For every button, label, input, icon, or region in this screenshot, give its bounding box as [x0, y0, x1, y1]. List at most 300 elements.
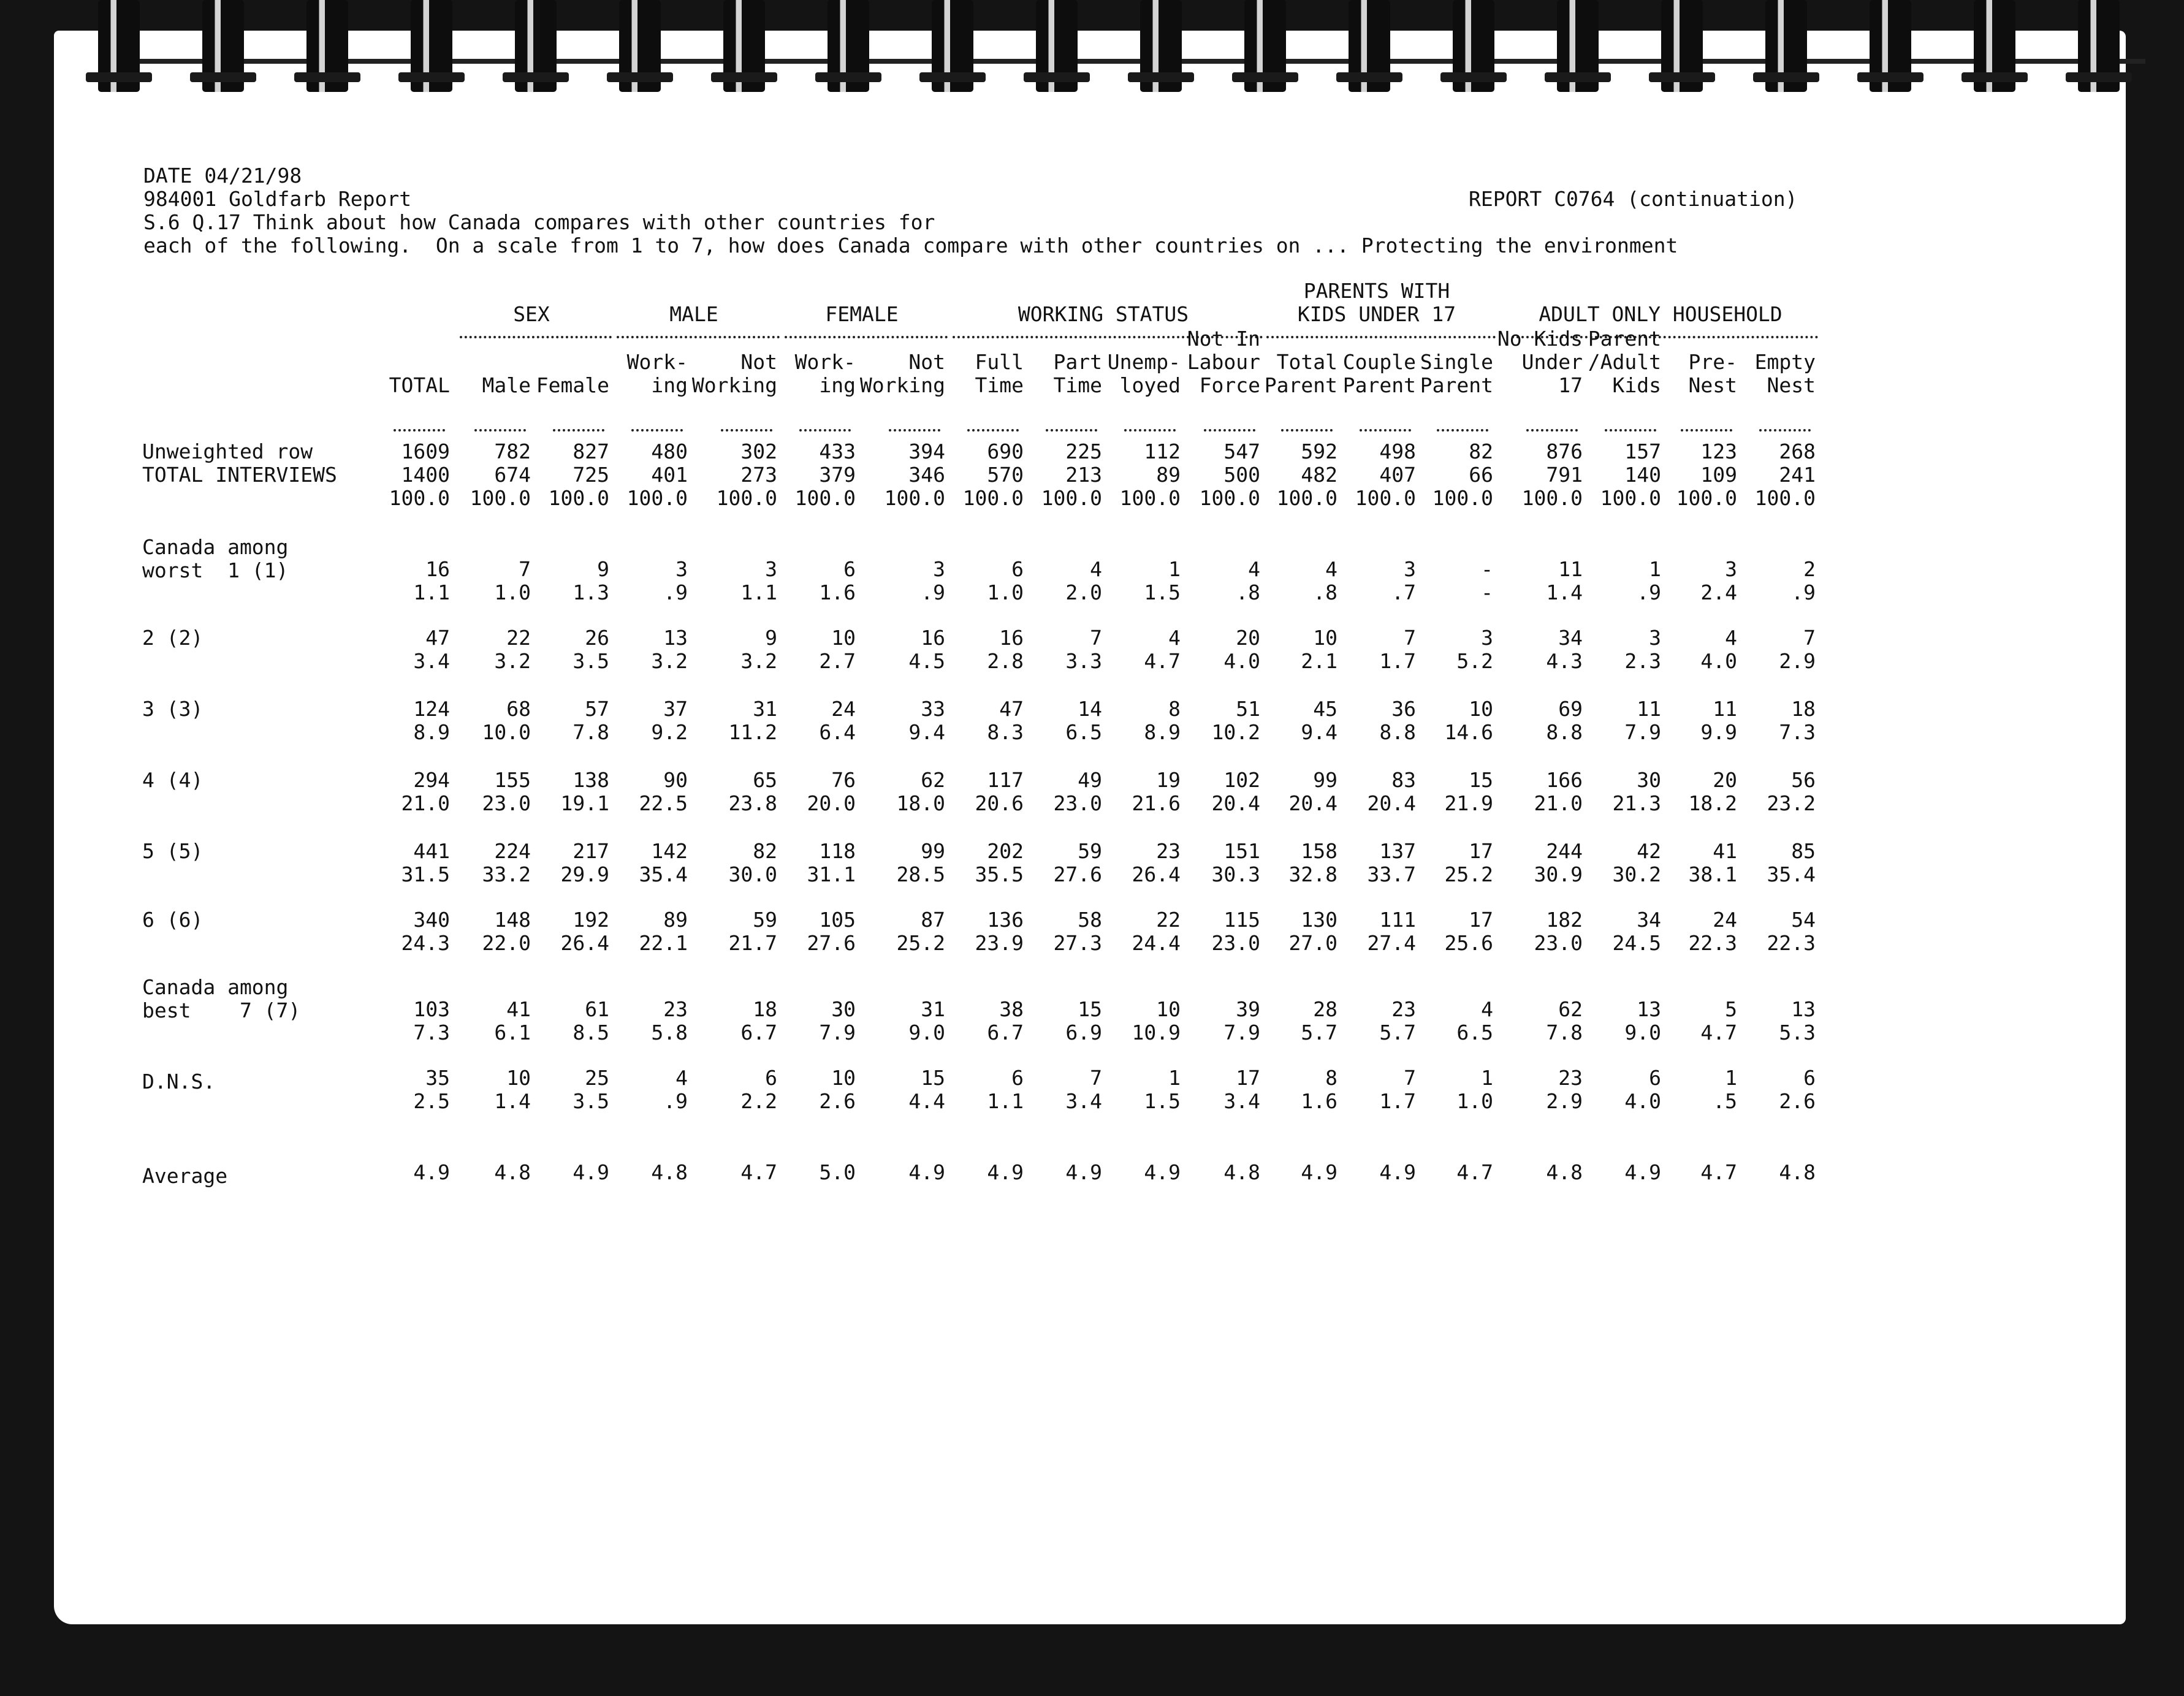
- table-cell: 2.6: [1779, 1089, 1816, 1113]
- table-cell: 23.0: [1211, 931, 1260, 955]
- table-cell: 23.2: [1767, 791, 1816, 815]
- table-cell: 5.0: [819, 1160, 856, 1184]
- table-cell: 23.0: [482, 791, 531, 815]
- table-cell: 31.1: [807, 862, 856, 886]
- table-cell: 105: [819, 908, 856, 932]
- table-cell: 17: [1469, 908, 1493, 932]
- table-cell: 26.4: [560, 931, 609, 955]
- table-cell: 59: [753, 908, 777, 932]
- table-cell: 21.7: [728, 931, 777, 955]
- group-underline: [1266, 336, 1496, 338]
- column-underline: [1204, 429, 1255, 432]
- row-label: 6 (6): [142, 908, 204, 932]
- table-cell: 4.9: [413, 1160, 450, 1184]
- table-cell: 4.9: [1301, 1160, 1337, 1184]
- table-cell: 241: [1779, 463, 1816, 487]
- table-cell: 100.0: [962, 486, 1024, 510]
- table-cell: 62: [921, 768, 945, 792]
- table-cell: 4.9: [573, 1160, 609, 1184]
- column-underline: [799, 429, 851, 432]
- binding-ring: [1140, 0, 1182, 92]
- table-cell: 100.0: [626, 486, 688, 510]
- table-cell: 1: [1649, 557, 1661, 581]
- table-cell: 20.4: [1288, 791, 1337, 815]
- column-header: Unemp- loyed: [1107, 350, 1181, 397]
- table-cell: 4.7: [1700, 1160, 1737, 1184]
- table-cell: 100.0: [1600, 486, 1661, 510]
- table-cell: 570: [987, 463, 1024, 487]
- question-line-1: S.6 Q.17 Think about how Canada compares with other countries for: [143, 210, 935, 234]
- table-cell: 35.4: [1767, 862, 1816, 886]
- table-cell: 13: [663, 626, 688, 650]
- report-date: DATE 04/21/98: [143, 164, 302, 188]
- binding-ring: [723, 0, 765, 92]
- table-cell: 21.0: [1534, 791, 1583, 815]
- table-cell: 30: [831, 997, 856, 1021]
- table-cell: 4: [1325, 557, 1337, 581]
- table-cell: 10: [831, 626, 856, 650]
- table-cell: 36: [1391, 697, 1416, 721]
- table-cell: 27.6: [1053, 862, 1102, 886]
- table-cell: 68: [506, 697, 531, 721]
- table-cell: 66: [1469, 463, 1493, 487]
- table-cell: 4.7: [1700, 1021, 1737, 1044]
- table-cell: 65: [753, 768, 777, 792]
- table-cell: 99: [1313, 768, 1337, 792]
- table-cell: 22: [1156, 908, 1181, 932]
- table-cell: 1.5: [1144, 1089, 1181, 1113]
- table-cell: 20: [1236, 626, 1260, 650]
- table-cell: 21.3: [1612, 791, 1661, 815]
- table-cell: 34: [1558, 626, 1583, 650]
- table-cell: 4.0: [1223, 649, 1260, 673]
- table-cell: 109: [1700, 463, 1737, 487]
- table-cell: 18: [753, 997, 777, 1021]
- table-cell: 38.1: [1688, 862, 1737, 886]
- table-cell: 13: [1637, 997, 1661, 1021]
- table-cell: 14: [1078, 697, 1102, 721]
- table-cell: 6.1: [494, 1021, 531, 1044]
- table-cell: 31: [753, 697, 777, 721]
- table-cell: 8.3: [987, 720, 1024, 744]
- table-cell: 30.3: [1211, 862, 1260, 886]
- table-cell: 1.6: [819, 580, 856, 604]
- table-cell: 158: [1301, 839, 1337, 863]
- table-cell: 1400: [401, 463, 450, 487]
- table-cell: 10: [831, 1066, 856, 1090]
- table-cell: 3: [1481, 626, 1493, 650]
- binding-ring: [2078, 0, 2120, 92]
- table-cell: 99: [921, 839, 945, 863]
- report-page: [54, 31, 2126, 1624]
- table-cell: 140: [1624, 463, 1661, 487]
- row-label: 2 (2): [142, 626, 204, 650]
- table-cell: 4.7: [740, 1160, 777, 1184]
- table-cell: 24.5: [1612, 931, 1661, 955]
- table-cell: 9.0: [908, 1021, 945, 1044]
- table-cell: 827: [573, 439, 609, 463]
- table-cell: 39: [1236, 997, 1260, 1021]
- table-cell: 10: [1156, 997, 1181, 1021]
- table-cell: 27.4: [1367, 931, 1416, 955]
- table-cell: 25.6: [1444, 931, 1493, 955]
- table-cell: 112: [1144, 439, 1181, 463]
- binding-ring: [202, 0, 244, 92]
- table-cell: 11: [1637, 697, 1661, 721]
- table-cell: 102: [1223, 768, 1260, 792]
- table-cell: 100.0: [1355, 486, 1416, 510]
- table-cell: 2.5: [413, 1089, 450, 1113]
- table-cell: 30.9: [1534, 862, 1583, 886]
- binding-ring: [1765, 0, 1807, 92]
- table-cell: 224: [494, 839, 531, 863]
- table-cell: 90: [663, 768, 688, 792]
- column-underline: [1605, 429, 1656, 432]
- table-cell: 6: [1011, 557, 1024, 581]
- table-cell: 100.0: [1276, 486, 1337, 510]
- table-cell: 1.1: [740, 580, 777, 604]
- table-cell: 7.9: [819, 1021, 856, 1044]
- table-cell: 18.2: [1688, 791, 1737, 815]
- table-cell: 4.9: [908, 1160, 945, 1184]
- table-cell: 2.9: [1779, 649, 1816, 673]
- table-cell: 37: [663, 697, 688, 721]
- group-header: FEMALE: [825, 302, 899, 326]
- group-header: ADULT ONLY HOUSEHOLD: [1539, 302, 1783, 326]
- table-cell: 100.0: [389, 486, 450, 510]
- column-header: Parent /Adult Kids: [1588, 327, 1661, 397]
- table-cell: 690: [987, 439, 1024, 463]
- table-cell: 22.3: [1688, 931, 1737, 955]
- column-header: Work- ing: [626, 350, 688, 397]
- table-cell: 5.3: [1779, 1021, 1816, 1044]
- row-label: Canada among best 7 (7): [142, 975, 301, 1022]
- table-cell: 4.7: [1144, 649, 1181, 673]
- table-cell: 136: [987, 908, 1024, 932]
- column-header: Male: [482, 373, 531, 397]
- table-cell: 82: [1469, 439, 1493, 463]
- table-cell: 59: [1078, 839, 1102, 863]
- table-cell: 18.0: [896, 791, 945, 815]
- table-cell: 100.0: [1521, 486, 1583, 510]
- table-cell: 1.4: [494, 1089, 531, 1113]
- column-header: Not In Labour Force: [1187, 327, 1260, 397]
- table-cell: 19: [1156, 768, 1181, 792]
- table-cell: 130: [1301, 908, 1337, 932]
- table-cell: 31: [921, 997, 945, 1021]
- table-cell: 6.4: [819, 720, 856, 744]
- table-cell: 15: [1078, 997, 1102, 1021]
- table-cell: 4.4: [908, 1089, 945, 1113]
- table-cell: 2.0: [1065, 580, 1102, 604]
- group-header: WORKING STATUS: [1018, 302, 1189, 326]
- table-cell: 30: [1637, 768, 1661, 792]
- group-underline: [617, 336, 780, 338]
- table-cell: 8.8: [1379, 720, 1416, 744]
- table-cell: 3.4: [413, 649, 450, 673]
- table-cell: 8.8: [1546, 720, 1583, 744]
- table-cell: 142: [651, 839, 688, 863]
- table-cell: 2.8: [987, 649, 1024, 673]
- table-cell: 21.0: [401, 791, 450, 815]
- table-cell: 27.3: [1053, 931, 1102, 955]
- table-cell: 148: [494, 908, 531, 932]
- table-cell: 4.7: [1456, 1160, 1493, 1184]
- table-cell: 57: [585, 697, 609, 721]
- column-underline: [1360, 429, 1411, 432]
- binding-ring: [1870, 0, 1911, 92]
- table-cell: 10: [1313, 626, 1337, 650]
- table-cell: 100.0: [1676, 486, 1737, 510]
- table-cell: 69: [1558, 697, 1583, 721]
- column-header: Pre- Nest: [1688, 350, 1737, 397]
- table-cell: .7: [1391, 580, 1416, 604]
- table-cell: 1: [1168, 1066, 1181, 1090]
- table-cell: 441: [413, 839, 450, 863]
- binding-ring: [828, 0, 869, 92]
- table-cell: 592: [1301, 439, 1337, 463]
- table-cell: 244: [1546, 839, 1583, 863]
- table-cell: 8: [1168, 697, 1181, 721]
- table-cell: 16: [921, 626, 945, 650]
- table-cell: 100.0: [1119, 486, 1181, 510]
- table-cell: 6.7: [987, 1021, 1024, 1044]
- table-cell: 5.8: [651, 1021, 688, 1044]
- table-cell: 31.5: [401, 862, 450, 886]
- binding-ring: [1349, 0, 1390, 92]
- table-cell: 25: [585, 1066, 609, 1090]
- table-cell: 4.9: [987, 1160, 1024, 1184]
- table-cell: 10.0: [482, 720, 531, 744]
- table-cell: 268: [1779, 439, 1816, 463]
- table-cell: 25.2: [1444, 862, 1493, 886]
- table-cell: 47: [425, 626, 450, 650]
- table-cell: 56: [1791, 768, 1816, 792]
- column-underline: [1437, 429, 1488, 432]
- table-cell: 1.7: [1379, 1089, 1416, 1113]
- question-line-2: each of the following. On a scale from 1 to 7, how does Canada compare with other countries on ... Protecting the environment: [143, 234, 1678, 257]
- report-name: 984001 Goldfarb Report: [143, 187, 412, 211]
- table-cell: 3: [765, 557, 777, 581]
- column-underline: [1046, 429, 1097, 432]
- table-cell: 13: [1791, 997, 1816, 1021]
- binding-ring: [1974, 0, 2015, 92]
- table-cell: 7: [1803, 626, 1816, 650]
- table-cell: 19.1: [560, 791, 609, 815]
- table-cell: 22.3: [1767, 931, 1816, 955]
- binding-ring: [932, 0, 973, 92]
- table-cell: 23: [1391, 997, 1416, 1021]
- table-cell: 3.2: [494, 649, 531, 673]
- table-cell: 32.8: [1288, 862, 1337, 886]
- column-underline: [553, 429, 604, 432]
- row-label: 4 (4): [142, 768, 204, 792]
- table-cell: 17: [1469, 839, 1493, 863]
- table-cell: 1.1: [413, 580, 450, 604]
- binding-ring: [515, 0, 557, 92]
- table-cell: 2.9: [1546, 1089, 1583, 1113]
- group-header: PARENTS WITH KIDS UNDER 17: [1297, 279, 1456, 326]
- table-cell: 62: [1558, 997, 1583, 1021]
- table-cell: 340: [413, 908, 450, 932]
- table-cell: 100.0: [716, 486, 777, 510]
- table-cell: 217: [573, 839, 609, 863]
- table-cell: 10.2: [1211, 720, 1260, 744]
- table-cell: 155: [494, 768, 531, 792]
- table-cell: 10: [1469, 697, 1493, 721]
- table-cell: 725: [573, 463, 609, 487]
- table-cell: 23.0: [1053, 791, 1102, 815]
- table-cell: 7.9: [1624, 720, 1661, 744]
- table-cell: 4.0: [1700, 649, 1737, 673]
- report-id: REPORT C0764 (continuation): [1469, 187, 1798, 211]
- table-cell: 24: [1713, 908, 1737, 932]
- table-cell: 1.1: [987, 1089, 1024, 1113]
- row-label: Unweighted row TOTAL INTERVIEWS: [142, 439, 337, 487]
- table-cell: 137: [1379, 839, 1416, 863]
- table-cell: 29.9: [560, 862, 609, 886]
- group-underline: [460, 336, 612, 338]
- table-cell: 76: [831, 768, 856, 792]
- table-cell: 33: [921, 697, 945, 721]
- table-cell: 23: [1558, 1066, 1583, 1090]
- table-cell: 7: [1090, 1066, 1102, 1090]
- table-cell: 17: [1236, 1066, 1260, 1090]
- table-cell: 4.9: [1144, 1160, 1181, 1184]
- table-cell: 4.8: [651, 1160, 688, 1184]
- table-cell: 6.5: [1456, 1021, 1493, 1044]
- table-cell: 4.0: [1624, 1089, 1661, 1113]
- table-cell: 9.0: [1624, 1021, 1661, 1044]
- group-header: SEX: [513, 302, 550, 326]
- table-cell: 27.0: [1288, 931, 1337, 955]
- table-cell: 38: [999, 997, 1024, 1021]
- binding-ring: [1244, 0, 1286, 92]
- table-cell: 100.0: [470, 486, 531, 510]
- table-cell: 111: [1379, 908, 1416, 932]
- table-cell: 547: [1223, 439, 1260, 463]
- table-cell: 782: [494, 439, 531, 463]
- table-cell: 117: [987, 768, 1024, 792]
- table-cell: 20.6: [975, 791, 1024, 815]
- table-cell: 3.2: [651, 649, 688, 673]
- table-cell: 11: [1558, 557, 1583, 581]
- table-cell: 4.3: [1546, 649, 1583, 673]
- table-cell: 22.0: [482, 931, 531, 955]
- table-cell: 480: [651, 439, 688, 463]
- column-underline: [394, 429, 445, 432]
- table-cell: 6.7: [740, 1021, 777, 1044]
- table-cell: 791: [1546, 463, 1583, 487]
- table-cell: 42: [1637, 839, 1661, 863]
- table-cell: 138: [573, 768, 609, 792]
- table-cell: 3.5: [573, 649, 609, 673]
- table-cell: 5.7: [1379, 1021, 1416, 1044]
- table-cell: .9: [663, 1089, 688, 1113]
- table-cell: 100.0: [884, 486, 945, 510]
- row-label: Average: [142, 1164, 228, 1188]
- binding-ring: [1661, 0, 1703, 92]
- column-underline: [1281, 429, 1333, 432]
- table-cell: 4: [675, 1066, 688, 1090]
- table-cell: 182: [1546, 908, 1583, 932]
- table-cell: 3.4: [1223, 1089, 1260, 1113]
- table-cell: 1.3: [573, 580, 609, 604]
- table-cell: 8.9: [413, 720, 450, 744]
- column-underline: [889, 429, 940, 432]
- table-cell: 89: [663, 908, 688, 932]
- table-cell: 294: [413, 768, 450, 792]
- column-header: Work- ing: [794, 350, 856, 397]
- column-header: Single Parent: [1420, 350, 1493, 397]
- table-cell: 9.9: [1700, 720, 1737, 744]
- table-cell: 18: [1791, 697, 1816, 721]
- table-cell: 6: [1011, 1066, 1024, 1090]
- table-cell: 4.9: [1065, 1160, 1102, 1184]
- table-cell: 10.9: [1132, 1021, 1181, 1044]
- table-cell: 166: [1546, 768, 1583, 792]
- table-cell: 213: [1065, 463, 1102, 487]
- table-cell: 8.9: [1144, 720, 1181, 744]
- table-cell: 4.8: [1779, 1160, 1816, 1184]
- table-cell: 3: [1404, 557, 1416, 581]
- binding-ring: [1036, 0, 1078, 92]
- table-cell: 7.8: [573, 720, 609, 744]
- table-cell: 23.8: [728, 791, 777, 815]
- table-cell: 33.2: [482, 862, 531, 886]
- table-cell: .9: [921, 580, 945, 604]
- table-cell: 8: [1325, 1066, 1337, 1090]
- table-cell: 34: [1637, 908, 1661, 932]
- table-cell: 433: [819, 439, 856, 463]
- table-cell: 1.4: [1546, 580, 1583, 604]
- table-cell: 4.9: [1624, 1160, 1661, 1184]
- table-cell: -: [1481, 580, 1493, 604]
- table-cell: 58: [1078, 908, 1102, 932]
- table-cell: 674: [494, 463, 531, 487]
- column-header: Part Time: [1053, 350, 1102, 397]
- table-cell: 3.3: [1065, 649, 1102, 673]
- table-cell: 7: [1404, 1066, 1416, 1090]
- table-cell: 118: [819, 839, 856, 863]
- table-cell: 35: [425, 1066, 450, 1090]
- table-cell: 51: [1236, 697, 1260, 721]
- table-cell: 4.8: [494, 1160, 531, 1184]
- table-cell: 1: [1168, 557, 1181, 581]
- table-cell: 5.2: [1456, 649, 1493, 673]
- table-cell: 6: [843, 557, 856, 581]
- binding-ring: [1453, 0, 1494, 92]
- table-cell: 2.7: [819, 649, 856, 673]
- table-cell: 10: [506, 1066, 531, 1090]
- column-header: Not Working: [859, 350, 945, 397]
- table-cell: .9: [663, 580, 688, 604]
- table-cell: 20.4: [1211, 791, 1260, 815]
- table-cell: 28: [1313, 997, 1337, 1021]
- table-cell: 3.4: [1065, 1089, 1102, 1113]
- table-cell: 61: [585, 997, 609, 1021]
- column-underline: [721, 429, 772, 432]
- table-cell: 23.0: [1534, 931, 1583, 955]
- spiral-binding: [0, 0, 2184, 104]
- table-cell: 394: [908, 439, 945, 463]
- table-cell: 151: [1223, 839, 1260, 863]
- row-label: 3 (3): [142, 697, 204, 721]
- table-cell: 21.9: [1444, 791, 1493, 815]
- table-cell: 30.0: [728, 862, 777, 886]
- table-cell: 6: [765, 1066, 777, 1090]
- table-cell: 876: [1546, 439, 1583, 463]
